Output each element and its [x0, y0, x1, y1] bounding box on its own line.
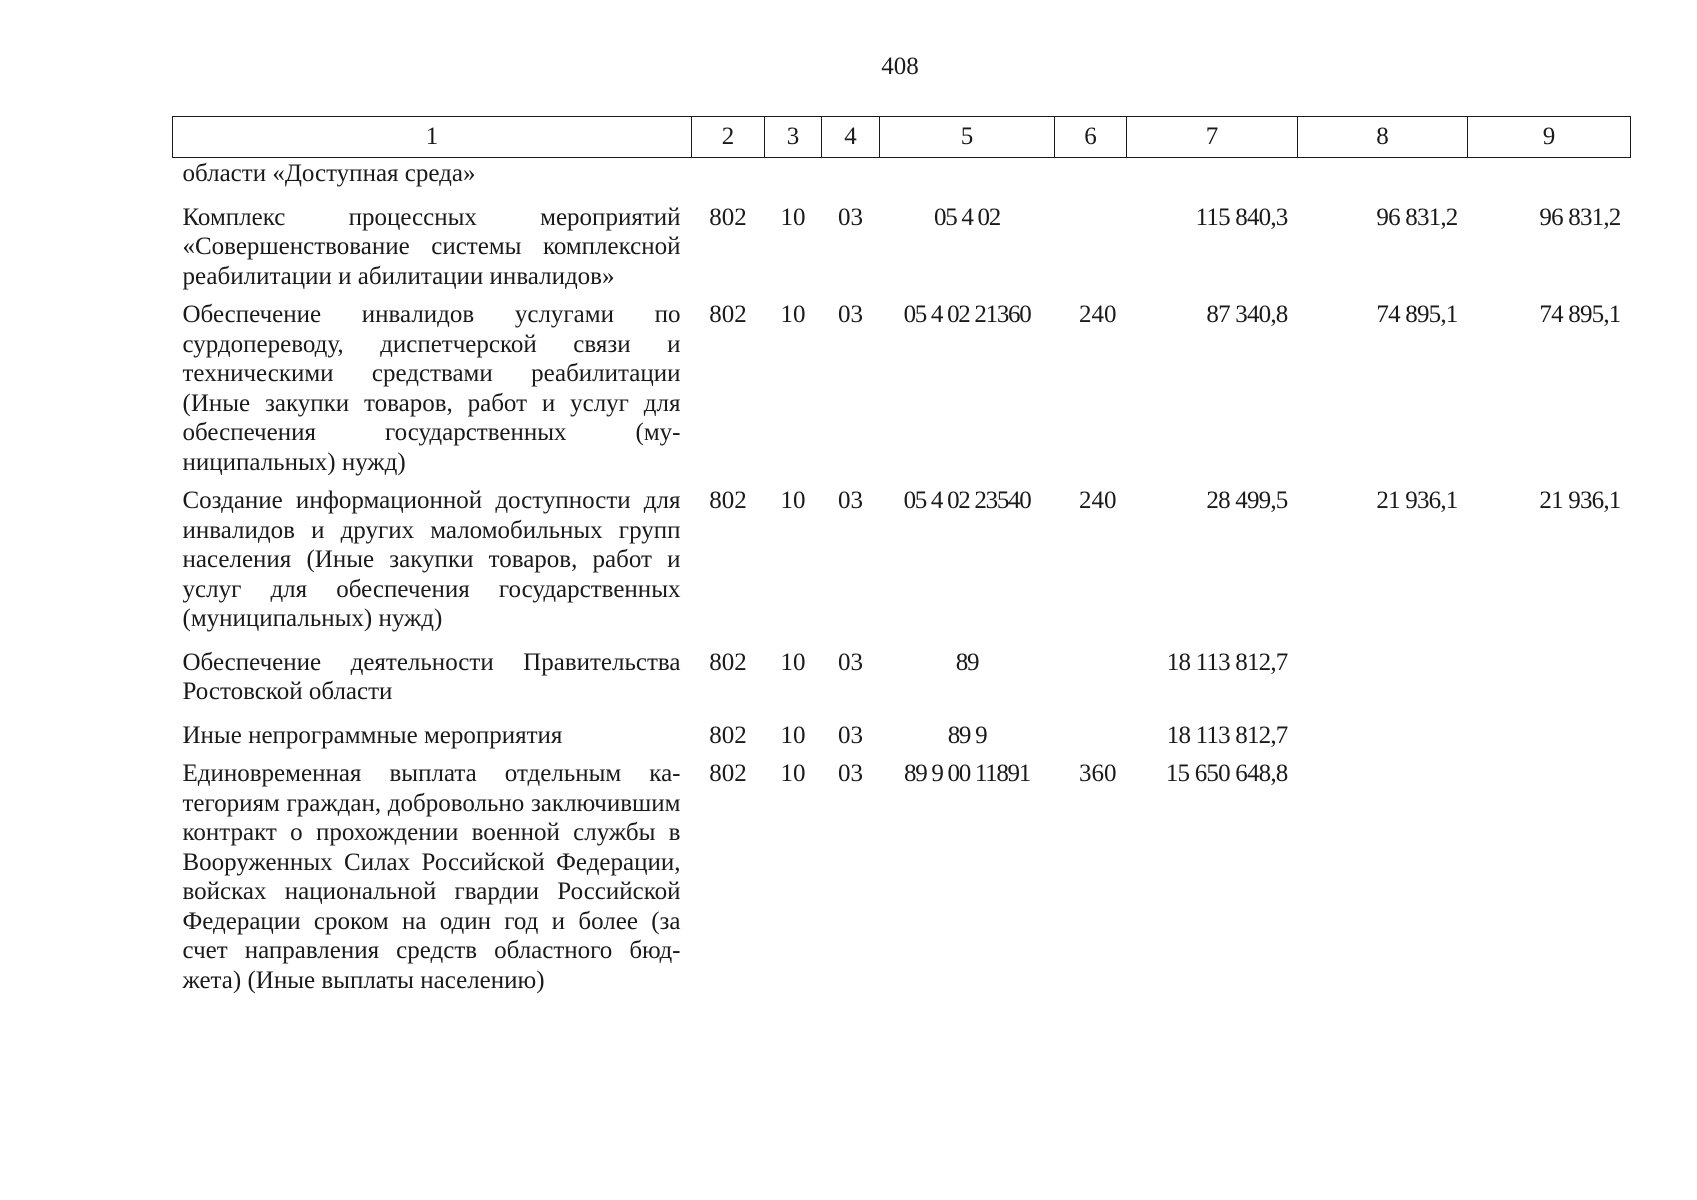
row-sum-col-7: [1127, 158, 1298, 189]
table-row: [173, 158, 1631, 189]
row-sum-col-8: [1298, 750, 1468, 995]
row-sum-col-8: [1298, 634, 1468, 707]
header-col-6: 6: [1055, 117, 1127, 158]
row-sum-col-7: 15 650 648,8: [1165, 760, 1288, 787]
row-ministry: 802: [709, 648, 747, 676]
row-section: [765, 158, 822, 189]
row-ministry: 802: [709, 203, 747, 231]
row-expense-type: 240: [1079, 487, 1117, 514]
row-section: 10: [780, 648, 806, 676]
row-subsection: 03: [838, 648, 863, 676]
row-section: 10: [780, 760, 806, 787]
header-col-2: 2: [692, 117, 765, 158]
header-col-7: 7: [1127, 117, 1298, 158]
row-section: 10: [780, 487, 806, 514]
row-sum-col-7: 115 840,3: [1195, 203, 1288, 231]
row-target-code: 89 9: [947, 721, 987, 749]
row-sum-col-9: [1468, 707, 1631, 751]
row-target-code: 05 4 02: [934, 203, 1000, 231]
row-subsection: 03: [838, 721, 863, 749]
row-subsection: 03: [838, 301, 863, 328]
table-row: [173, 707, 1631, 751]
table-row: [173, 634, 1631, 707]
row-ministry: 802: [709, 760, 747, 787]
row-target-code: 89 9 00 11891: [904, 760, 1030, 787]
row-name: Обеспечение инвалидов услугами по сурдопереводу, диспетчерской связи и техническими средствами реабилитации (Иные закупки товаров, работ и услуг для обеспечения государственных (муниципальных) нужд): [182, 301, 681, 476]
row-section: 10: [780, 203, 806, 231]
row-sum-col-9: 21 936,1: [1539, 487, 1621, 514]
header-col-3: 3: [765, 117, 822, 158]
row-name: Обеспечение деятельности Правительства Ростовской области: [182, 648, 681, 705]
row-expense-type: 360: [1079, 760, 1117, 787]
row-sum-col-9: 74 895,1: [1539, 301, 1621, 328]
row-expense-type: [1055, 707, 1127, 751]
row-subsection: 03: [838, 203, 863, 231]
row-expense-type: [1055, 189, 1127, 292]
page-number: 408: [881, 53, 919, 80]
row-subsection: 03: [838, 760, 863, 787]
row-subsection: [822, 158, 880, 189]
row-target-code: 05 4 02 23540: [903, 487, 1031, 514]
row-expense-type: 240: [1079, 301, 1117, 328]
table-row: [173, 189, 1631, 292]
row-sum-col-7: 18 113 812,7: [1166, 721, 1288, 749]
row-sum-col-9: [1468, 750, 1631, 995]
header-col-5: 5: [880, 117, 1055, 158]
row-expense-type: [1055, 634, 1127, 707]
row-sum-col-9: [1468, 158, 1631, 189]
table-row: [173, 750, 1631, 995]
header-col-8: 8: [1298, 117, 1468, 158]
row-sum-col-7: 28 499,5: [1206, 487, 1288, 514]
row-sum-col-8: 21 936,1: [1376, 487, 1458, 514]
row-sum-col-9: [1468, 634, 1631, 707]
row-subsection: 03: [838, 487, 863, 514]
row-name: Единовременная выплата отдельным категориям граждан, добровольно заключившим контракт о прохождении военной службы в Вооруженных Силах Российской Федерации, войсках национальной гвардии Российской Федерации сроком на один год и более (за счет направления средств областного бюджета) (Иные выплаты населению): [182, 760, 681, 994]
row-sum-col-8: [1298, 158, 1468, 189]
row-ministry: 802: [709, 487, 747, 514]
table-row: [173, 477, 1631, 634]
row-name: области «Доступная среда»: [182, 160, 476, 187]
row-sum-col-7: 18 113 812,7: [1166, 648, 1288, 676]
row-sum-col-8: 74 895,1: [1376, 301, 1458, 328]
header-col-4: 4: [822, 117, 880, 158]
row-section: 10: [780, 301, 806, 328]
row-name: Иные непрограммные мероприятия: [182, 721, 563, 749]
row-ministry: 802: [709, 721, 747, 749]
row-name: Комплекс процессных мероприятий «Совершенствование системы комплексной реабилитации и абилитации инвалидов»: [182, 203, 681, 290]
table-row: [173, 291, 1631, 477]
row-target-code: 05 4 02 21360: [903, 301, 1031, 328]
row-name: Создание информационной доступности для инвалидов и других маломобильных групп населения (Иные закупки товаров, работ и услуг для обеспечения государственных (муниципальных) нужд): [182, 487, 681, 632]
row-expense-type: [1055, 158, 1127, 189]
header-col-9: 9: [1468, 117, 1631, 158]
budget-table: [172, 116, 1631, 995]
row-ministry: 802: [709, 301, 747, 328]
row-target-code: 89: [955, 648, 979, 676]
header-col-1: 1: [173, 117, 692, 158]
row-section: 10: [780, 721, 806, 749]
row-ministry: [692, 158, 765, 189]
row-sum-col-7: 87 340,8: [1206, 301, 1288, 328]
column-number-header: [173, 117, 1631, 158]
row-sum-col-8: 96 831,2: [1376, 203, 1458, 231]
row-sum-col-8: [1298, 707, 1468, 751]
row-target-code: [880, 158, 1055, 189]
row-sum-col-9: 96 831,2: [1539, 203, 1621, 231]
